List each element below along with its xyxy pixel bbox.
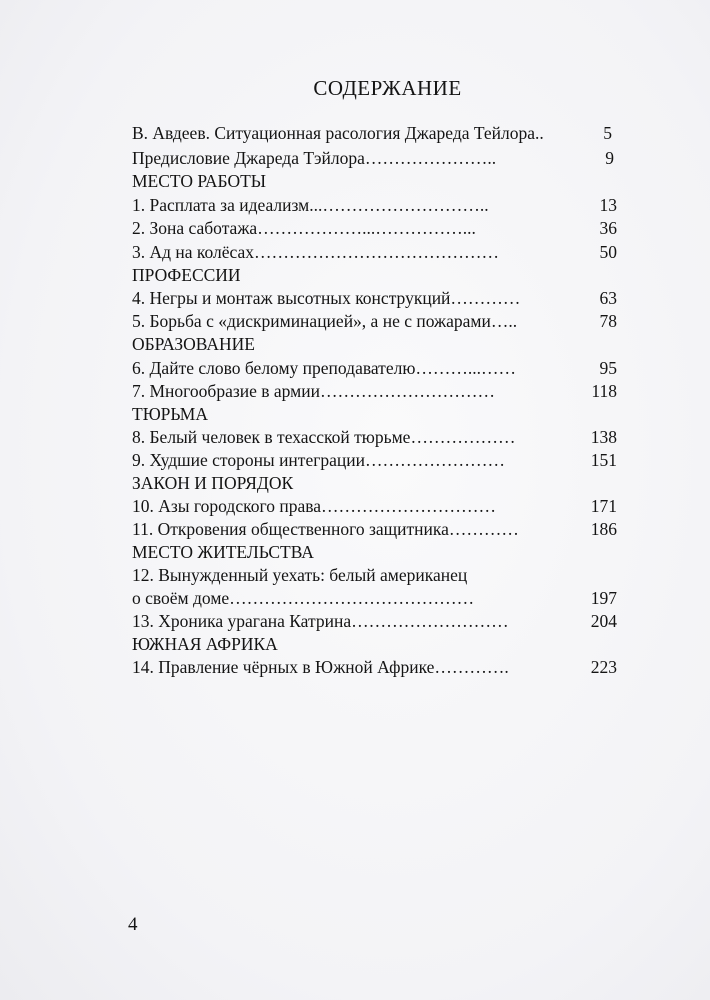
toc-entry-text: 5. Борьба с «дискриминацией», а не с пожарами…..: [132, 311, 518, 331]
toc-entry-text: 11. Откровения общественного защитника…………: [132, 519, 519, 539]
section-title: МЕСТО ЖИТЕЛЬСТВА: [132, 542, 314, 562]
toc-entry: [132, 309, 617, 333]
toc-entry: [132, 448, 617, 472]
toc-entry-page: 223: [590, 657, 617, 677]
toc-entry-text: В. Авдеев. Ситуационная расология Джареда Тейлора..: [132, 123, 544, 143]
toc-section-heading: [132, 263, 241, 287]
toc-section-heading: [132, 540, 314, 564]
toc-entry-text: 4. Негры и монтаж высотных конструкций…………: [132, 288, 521, 308]
toc-entry-text: Предисловие Джареда Тэйлора…………………..: [132, 148, 497, 168]
toc-entry: [132, 216, 617, 240]
toc-entry-page: 118: [591, 381, 617, 401]
toc-entry: [132, 655, 617, 679]
toc-entry-text: 12. Вынужденный уехать: белый американец: [132, 565, 468, 585]
toc-entry-text: 9. Худшие стороны интеграции……………………: [132, 450, 506, 470]
toc-entry-page: 138: [590, 427, 617, 447]
section-title: ПРОФЕССИИ: [132, 265, 241, 285]
toc-entry: [132, 517, 617, 541]
toc-entry: [132, 121, 612, 145]
section-title: МЕСТО РАБОТЫ: [132, 171, 267, 191]
toc-entry: [132, 286, 617, 310]
section-title: ТЮРЬМА: [132, 404, 208, 424]
toc-entry: [132, 146, 614, 170]
toc-entry-page: 50: [599, 242, 617, 262]
toc-entry-page: 95: [599, 358, 617, 378]
toc-entry-page: 5: [603, 123, 612, 143]
toc-entry: [132, 240, 617, 264]
toc-entry-page: 63: [599, 288, 617, 308]
toc-section-heading: [132, 169, 266, 193]
toc-entry-text: 14. Правление чёрных в Южной Африке………….: [132, 657, 509, 677]
toc-entry-text: 1. Расплата за идеализм...………………………..: [132, 195, 489, 215]
toc-section-heading: [132, 402, 208, 426]
toc-entry-text: 13. Хроника урагана Катрина………………………: [132, 611, 509, 631]
toc-entry: [132, 563, 617, 587]
toc-entry: [132, 586, 617, 610]
toc-section-heading: [132, 471, 293, 495]
toc-entry-page: 186: [590, 519, 617, 539]
toc-entry: [132, 425, 617, 449]
page-number: 4: [128, 914, 138, 935]
toc-entry-page: 171: [590, 496, 617, 516]
toc-entry-page: 78: [599, 311, 617, 331]
toc-entry-text: 7. Многообразие в армии…………………………: [132, 381, 495, 401]
toc-entry-page: 9: [605, 148, 614, 168]
toc-entry: [132, 494, 617, 518]
page-title: СОДЕРЖАНИЕ: [313, 76, 462, 100]
toc-entry: [132, 609, 617, 633]
toc-entry-page: 204: [590, 611, 617, 631]
toc-entry-text: 8. Белый человек в техасской тюрьме………………: [132, 427, 516, 447]
toc-entry-page: 151: [590, 450, 617, 470]
toc-entry-text: о своём доме……………………………………: [132, 588, 475, 608]
toc-entry: [132, 193, 617, 217]
toc-entry-page: 13: [599, 195, 617, 215]
toc-entry: [132, 356, 617, 380]
toc-section-heading: [132, 332, 255, 356]
toc-section-heading: [132, 632, 278, 656]
toc-entry-text: 6. Дайте слово белому преподавателю………...……: [132, 358, 517, 378]
toc-entry-text: 10. Азы городского права…………………………: [132, 496, 497, 516]
toc-entry-page: 36: [599, 218, 617, 238]
section-title: ЮЖНАЯ АФРИКА: [132, 634, 278, 654]
toc-entry-text: 2. Зона саботажа………………...……………...: [132, 218, 476, 238]
toc-entry: [132, 379, 617, 403]
toc-entry-text: 3. Ад на колёсах……………………………………: [132, 242, 500, 262]
section-title: ЗАКОН И ПОРЯДОК: [132, 473, 294, 493]
section-title: ОБРАЗОВАНИЕ: [132, 334, 255, 354]
toc-entry-page: 197: [590, 588, 617, 608]
